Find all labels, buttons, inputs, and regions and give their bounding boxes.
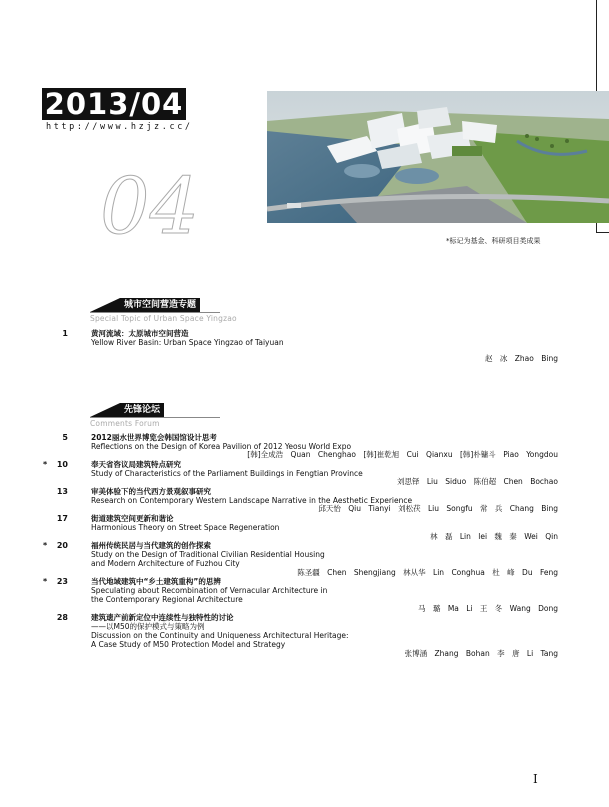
title-zh: 街道建筑空间更新和谐论 — [91, 514, 174, 523]
title-en: Harmonious Theory on Street Space Regeneration — [91, 523, 280, 532]
cover-rendering-image — [267, 91, 609, 223]
fund-mark: * — [43, 577, 48, 586]
title-zh: 黄河流域：太原城市空间营造 — [91, 329, 189, 338]
title-en: Reflections on the Design of Korea Pavilion of 2012 Yeosu World Expo — [91, 442, 352, 451]
page-number: 20 — [56, 541, 68, 550]
page-number: 23 — [56, 577, 68, 586]
page-number: 10 — [56, 460, 68, 469]
title-zh: 2012丽水世界博览会韩国馆设计思考 — [91, 433, 217, 442]
page-number: 17 — [56, 514, 68, 523]
issue-watermark-number: 04 — [100, 162, 200, 252]
authors: 赵 冰 Zhao Bing — [485, 354, 558, 363]
authors: 刘思铎 Liu Siduo 陈伯超 Chen Bochao — [396, 477, 558, 486]
section-subtitle: Special Topic of Urban Space Yingzao — [90, 314, 237, 323]
title-zh: 审美体验下的当代西方景观叙事研究 — [91, 487, 211, 496]
title-zh: 建筑遗产前新定位中连续性与独特性的讨论 — [91, 613, 234, 622]
authors: 马 璐 Ma Li 王 冬 Wang Dong — [418, 604, 558, 613]
authors: 陈圣疆 Chen Shengjiang 林从华 Lin Conghua 杜 峰 Du Feng — [297, 568, 558, 577]
page-folio: I — [533, 772, 538, 786]
authors: 林 磊 Lin lei 魏 秦 Wei Qin — [430, 532, 558, 541]
title-zh: 当代地域建筑中“乡土建筑重构”的思辨 — [91, 577, 221, 586]
title-zh: 奉天省咨议局建筑特点研究 — [91, 460, 181, 469]
page-number: 13 — [56, 487, 68, 496]
footnote: *标记为基金、科研项目类成果 — [446, 237, 541, 245]
section-subtitle: Comments Forum — [90, 419, 160, 428]
issue-number: 2013/04 — [42, 88, 186, 120]
page-number: 28 — [56, 613, 68, 622]
title-en: Speculating about Recombination of Vernacular Architecture in — [91, 586, 328, 595]
page-number: 5 — [62, 433, 68, 442]
title-zh: 福州传统民居与当代建筑的创作探索 — [91, 541, 211, 550]
title-en: Yellow River Basin: Urban Space Yingzao of Taiyuan — [91, 338, 284, 347]
page-number: 1 — [62, 329, 68, 338]
title-en: the Contemporary Regional Architecture — [91, 595, 243, 604]
title-en: Study of Characteristics of the Parliament Buildings in Fengtian Province — [91, 469, 363, 478]
website-url[interactable]: http://www.hzjz.cc/ — [46, 122, 193, 132]
title-en: A Case Study of M50 Protection Model and Strategy — [91, 640, 286, 649]
title-en: and Modern Architecture of Fuzhou City — [91, 559, 240, 568]
authors: 张博涵 Zhang Bohan 李 唐 Li Tang — [404, 649, 558, 658]
title-en: Research on Contemporary Western Landscape Narrative in the Aesthetic Experience — [91, 496, 413, 505]
fund-mark: * — [43, 460, 48, 469]
authors: [韩]全成浩 Quan Chenghao [韩]崔乾旭 Cui Qianxu [韩]朴镛斗 Piao Yongdou — [247, 450, 558, 459]
authors: 邱天怡 Qiu Tianyi 刘松茯 Liu Songfu 常 兵 Chang Bing — [318, 504, 558, 513]
crop-mark — [596, 232, 609, 233]
title-en: Study on the Design of Traditional Civilian Residential Housing — [91, 550, 325, 559]
title-en: Discussion on the Continuity and Uniqueness Architectural Heritage: — [91, 631, 349, 640]
section-title: 城市空间营造专题 — [120, 298, 200, 312]
section-title: 先锋论坛 — [120, 403, 164, 417]
title-zh-subtitle: ——以M50的保护模式与策略为例 — [91, 622, 205, 631]
fund-mark: * — [43, 541, 48, 550]
